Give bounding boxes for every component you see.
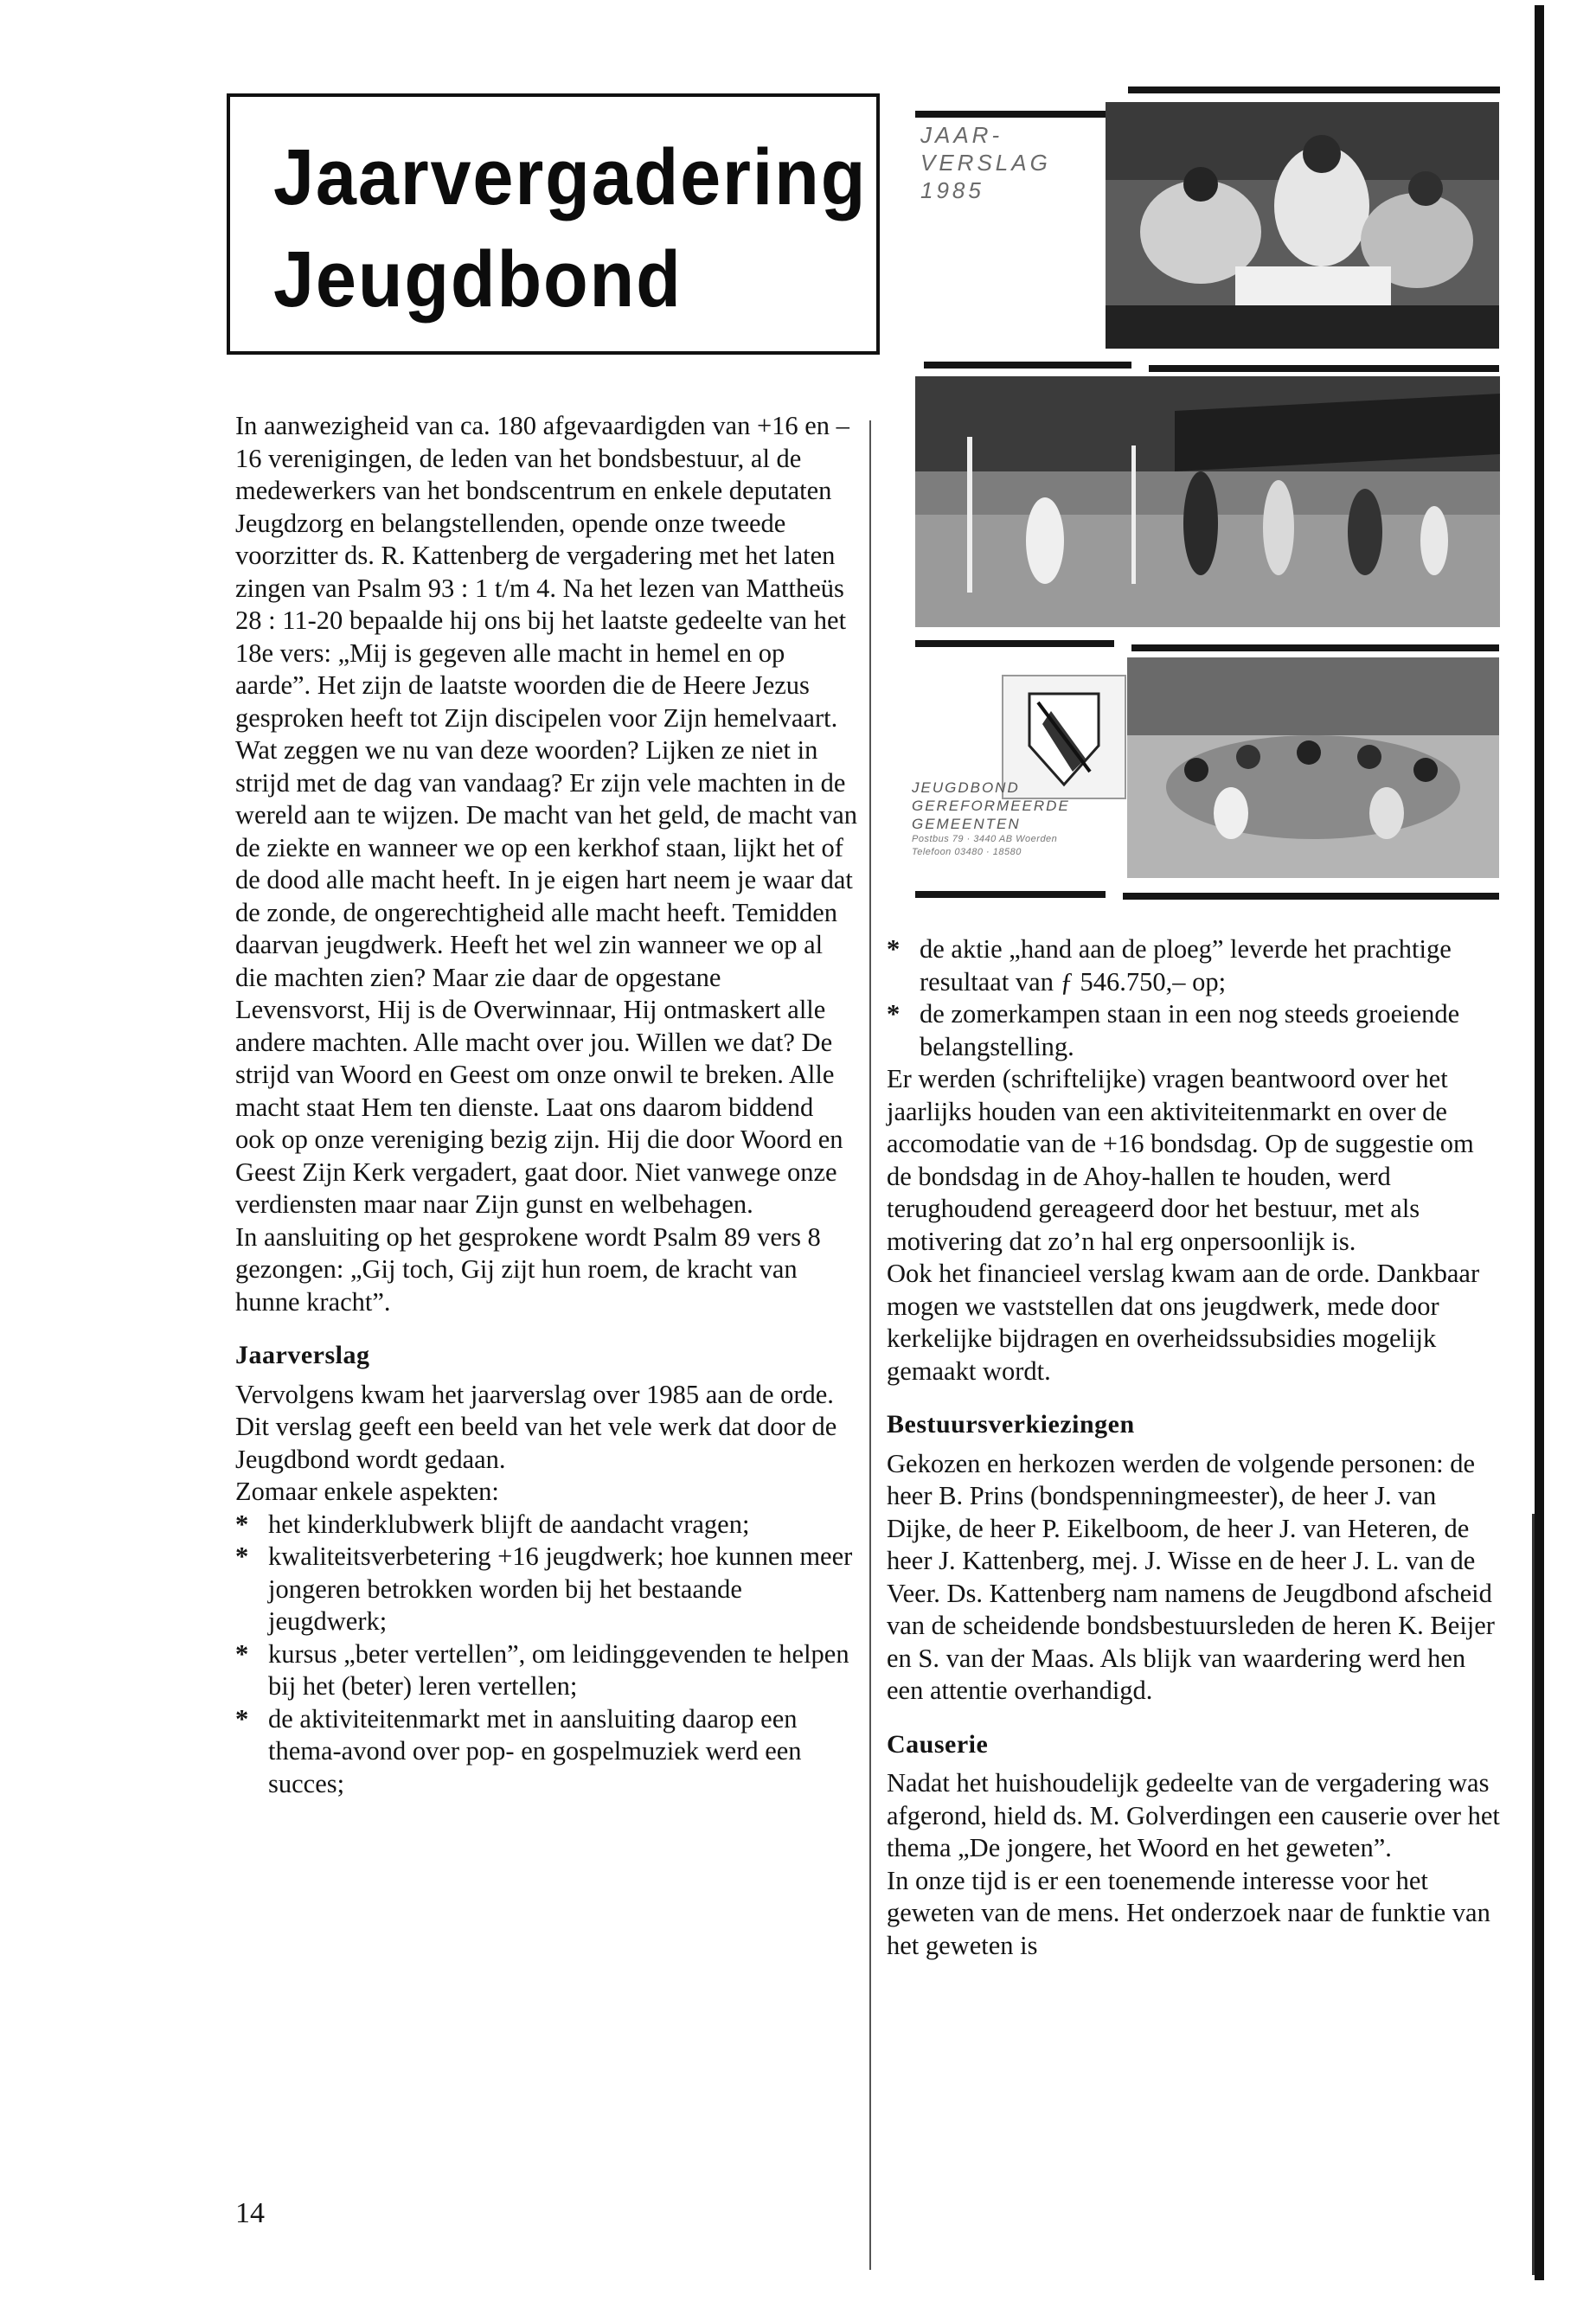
list-item: * het kinderklubwerk blijft de aandacht vragen;: [235, 1509, 858, 1541]
photo-meeting: [1106, 102, 1499, 349]
page-edge-bar: [1535, 5, 1544, 2280]
right-column: [887, 933, 1501, 1962]
page-number: 14: [235, 2197, 265, 2229]
column-divider: [869, 420, 871, 2270]
year-label-line: JAAR-: [920, 122, 1003, 148]
bestuur-paragraph: Gekozen en herkozen werden de volgende personen: de heer B. Prins (bondspenningmeester), de heer J. van Dijke, de heer P. Eikelboom, de heer J. van Heteren, de heer J. Kattenberg, mej. J. Wisse en de heer J. L. van de Veer. Ds. Kattenberg nam namens de Jeugdbond afscheid van de scheidende bondsbestuursleden de heren K. Beijer en S. van der Maas. Als blijk van waardering werd hen een attentie overhandigd.: [887, 1448, 1495, 1705]
heading-bestuursverkiezingen: Bestuursverkiezingen: [887, 1410, 1135, 1439]
title-box: [227, 93, 880, 355]
collage-rule: [915, 891, 1106, 898]
jaarverslag-paragraph: Vervolgens kwam het jaarverslag over 1985 aan de orde. Dit verslag geeft een beeld van het vele werk dat door de Jeugdbond wordt gedaan.: [235, 1379, 837, 1474]
causerie-paragraph-2: In onze tijd is er een toenemende interesse voor het geweten van de mens. Het onderzoek naar de funktie van het geweten is: [887, 1865, 1490, 1960]
year-label: [920, 121, 1051, 204]
aspects-intro: Zomaar enkele aspekten:: [235, 1477, 499, 1506]
collage-rule: [1149, 365, 1499, 372]
photo-group-circle: [1127, 657, 1499, 878]
aspects-list-continued: [887, 933, 1501, 1063]
logo-address: Postbus 79 · 3440 AB Woerden: [912, 834, 1058, 844]
photo-outdoor-game: [915, 376, 1500, 627]
heading-jaarverslag: Jaarverslag: [235, 1341, 370, 1369]
collage-rule: [924, 362, 1131, 369]
aspects-list: [235, 1509, 858, 1801]
list-item: * kwaliteitsverbetering +16 jeugdwerk; hoe kunnen meer jongeren betrokken worden bij het bestaande jeugdwerk;: [235, 1541, 858, 1638]
collage-rule: [1123, 893, 1499, 900]
page-edge-shadow: [1532, 1514, 1535, 2275]
year-label-line: 1985: [920, 177, 984, 203]
title-line-1: Jaarvergadering: [273, 133, 868, 221]
collage-rule: [1128, 87, 1500, 93]
causerie-paragraph: Nadat het huishoudelijk gedeelte van de vergadering was afgerond, hield ds. M. Golverdingen een causerie over het thema „De jongere, het Woord en het geweten”.: [887, 1768, 1500, 1862]
collage-rule: [1131, 644, 1499, 651]
title-line-2: Jeugdbond: [273, 235, 683, 324]
logo-phone: Telefoon 03480 · 18580: [912, 847, 1022, 857]
questions-paragraph: Er werden (schriftelijke) vragen beantwoord over het jaarlijks houden van een aktiviteitenmarkt en over de accomodatie van de +16 bondsdag. Op de suggestie om de bondsdag in de Ahoy-hallen te houden, werd terughoudend gereageerd door het bestuur, met als motivering dat zo’n hal erg onpersoonlijk is.: [887, 1064, 1474, 1256]
logo-line: GEREFORMEERDE: [912, 798, 1070, 814]
collage-rule: [915, 111, 1114, 118]
collage-rule: [915, 640, 1114, 647]
left-column: [235, 410, 858, 1800]
psalm-paragraph: In aansluiting op het gesprokene wordt Psalm 89 vers 8 gezongen: „Gij toch, Gij zijt hun roem, de kracht van hunne kracht”.: [235, 1221, 821, 1317]
list-item: * kursus „beter vertellen”, om leidinggevenden te helpen bij het (beter) leren vertellen;: [235, 1638, 858, 1703]
year-label-line: VERSLAG: [920, 150, 1051, 176]
logo-line: GEMEENTEN: [912, 816, 1021, 832]
intro-paragraph: In aanwezigheid van ca. 180 afgevaardigden van +16 en –16 verenigingen, de leden van het bondsbestuur, al de medewerkers van het bondscentrum en enkele deputaten Jeugdzorg en belangstellenden, opende onze tweede voorzitter ds. R. Kattenberg de vergadering met het laten zingen van Psalm 93 : 1 t/m 4. Na het lezen van Mattheüs 28 : 11-20 bepaalde hij ons bij het laatste gedeelte van het 18e vers: „Mij is gegeven alle macht in hemel en op aarde”. Het zijn de laatste woorden die de Heere Jezus gesproken heeft tot Zijn discipelen voor Zijn hemelvaart. Wat zeggen we nu van deze woorden? Lijken ze niet in strijd met de dag van vandaag? Er zijn vele machten in de wereld aan te wijzen. De macht van het geld, de macht van de ziekte en wanneer we op een kerkhof staan, lijkt het of de dood alle macht heeft. In je eigen hart neem je waar dat de zonde, de ongerechtigheid alle macht heeft. Temidden daarvan jeugdwerk. Heeft het wel zin wanneer we op al die machten zien? Maar zie daar de opgestane Levensvorst, Hij is de Overwinnaar, Hij ontmaskert alle andere machten. Alle macht over jou. Willen we dat? De strijd van Woord en Geest om onze onwil te breken. Alle macht staat Hem ten dienste. Laat ons daarom biddend ook op onze vereniging bezig zijn. Hij die door Woord en Geest Zijn Kerk vergadert, gaat door. Niet vanwege onze verdiensten maar naar Zijn gunst en welbehagen.: [235, 411, 857, 1219]
logo-line: JEUGDBOND: [912, 779, 1020, 796]
list-item: * de aktiviteitenmarkt met in aansluiting daarop een thema-avond over pop- en gospelmuziek werd een succes;: [235, 1703, 858, 1801]
list-item: * de aktie „hand aan de ploeg” leverde het prachtige resultaat van ƒ 546.750,– op;: [887, 933, 1501, 998]
heading-causerie: Causerie: [887, 1729, 989, 1759]
logo-caption: [912, 779, 1070, 859]
financial-paragraph: Ook het financieel verslag kwam aan de orde. Dankbaar mogen we vaststellen dat ons jeugdwerk, mede door kerkelijke bijdragen en overheidssubsidies mogelijk gemaakt wordt.: [887, 1259, 1480, 1386]
photo-collage: [907, 87, 1503, 917]
page-title: [273, 126, 867, 330]
list-item: * de zomerkampen staan in een nog steeds groeiende belangstelling.: [887, 998, 1501, 1063]
